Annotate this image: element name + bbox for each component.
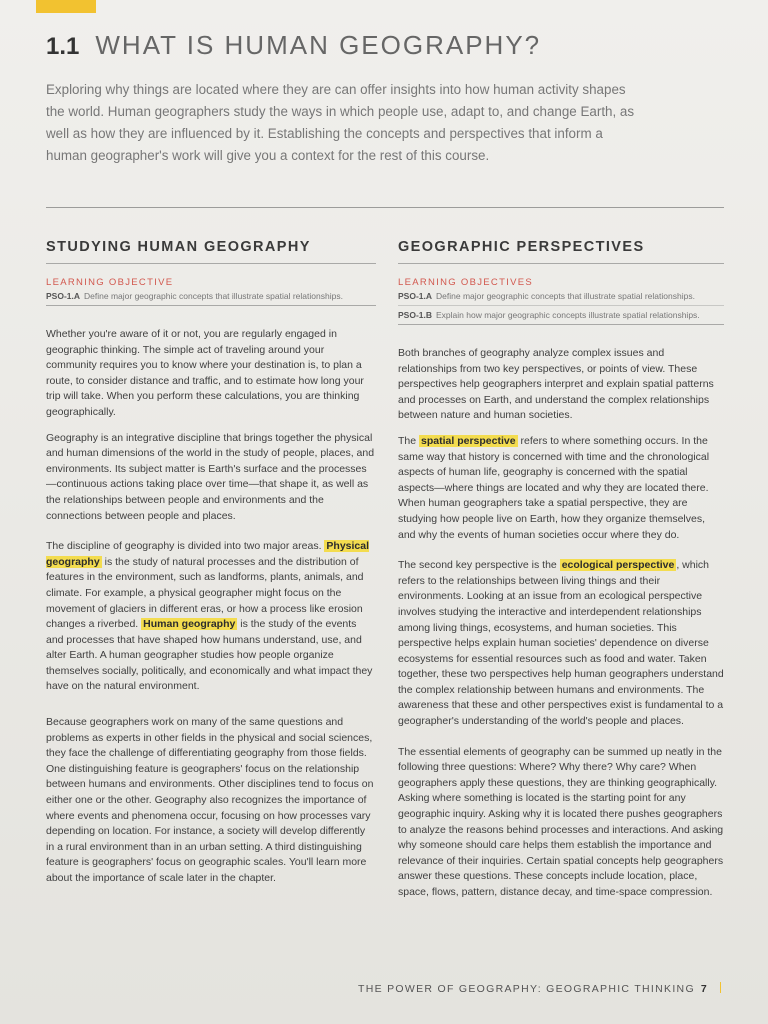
section-title: WHAT IS HUMAN GEOGRAPHY? (95, 30, 542, 60)
section-header (46, 30, 541, 66)
left-column (46, 228, 376, 887)
text-run: is the study of the events and processes that have shaped how humans understand, use, and alter Earth. A human geographer studies how people organize themselves socially, politically, and economically and what impact they have on the natural environment. (46, 618, 373, 693)
right-heading-rule (398, 263, 724, 264)
section-intro: Exploring why things are located where they are can offer insights into how human activity shapes the world. Human geographers study the ways in which people use, adapt to, and change Earth, as well as how they are influenced by it. Establishing the concepts and perspectives that inform a human geographer's work will give you a context for the rest of this course. (46, 82, 635, 163)
right-paragraph-1: Both branches of geography analyze complex issues and relationships from two key perspectives, or points of view. These perspectives help geographers interpret and explain spatial patterns and processes on Earth, and understand the complex relationships between nature and human societies. (398, 347, 714, 422)
key-term-ecological-perspective: ecological perspective (561, 559, 675, 572)
objective-text: Explain how major geographic concepts illustrate spatial relationships. (436, 310, 700, 320)
right-objective-item (398, 289, 724, 306)
left-paragraph-4: Because geographers work on many of the same questions and problems as experts in other fields in the physical and social sciences, they face the challenge of differentiating geography from those fields. One distinguishing feature is geographers' focus on the relationship between humans and environments. Other disciplines tend to focus on either one or the other. Geography also recognizes the importance of where events and phenomena occur, focusing on how processes vary depending on location. For instance, a society will develop differently in a rural environment than in an urban setting. A third distinguishing feature is geographers' focus on geographic scales. You'll learn more about the importance of scale later in the chapter. (46, 716, 374, 884)
footer-accent-bar (720, 982, 721, 993)
text-run: , which refers to the relationships between living things and their environments. Looking at an issue from an ecological perspective involves studying the interactive and interdependent relationships among living things, ecosystems, and human societies. This perspective helps explain human societies' dependence on diverse ecosystems for essential resources such as food and water. Taken together, these two perspectives help human geographers understand the complex relationship between humans and environments. The awareness that these and other perspectives exist is fundamental to a geographer's understanding of the world's people and places. (398, 559, 724, 728)
right-objective-item (398, 308, 724, 322)
right-column (398, 228, 724, 901)
left-heading: STUDYING HUMAN GEOGRAPHY (46, 239, 311, 255)
text-run: refers to where something occurs. In the same way that history is concerned with time and the chronological aspects of human life, geography is concerned with the spatial aspects—where things are located and why they are located there. When human geographers take a spatial perspective, they are studying how people live on Earth, how they organize themselves, and why the events of human societies occur where they do. (398, 434, 710, 541)
objective-text: Define major geographic concepts that illustrate spatial relationships. (436, 291, 695, 301)
key-term-human-geography: Human geography (143, 618, 236, 631)
text-run: is the study of natural processes and the distribution of features in the environment, such as landforms, plants, animals, and climate. For example, a physical geographer might focus on the movement of glaciers in different eras, or how a process like erosion changes a riverbed. (46, 555, 364, 631)
objective-code: PSO-1.A (46, 291, 81, 301)
key-term-spatial-perspective: spatial perspective (421, 434, 516, 447)
text-run: The discipline of geography is divided into two major areas. (46, 540, 322, 553)
section-divider (46, 207, 724, 208)
page-number: 7 (700, 983, 709, 995)
left-objective-rule (46, 305, 376, 306)
right-objective-label: LEARNING OBJECTIVES (398, 277, 534, 288)
left-objective-label: LEARNING OBJECTIVE (46, 277, 174, 288)
left-paragraph-3 (46, 539, 376, 695)
right-heading: GEOGRAPHIC PERSPECTIVES (398, 239, 645, 255)
running-footer-title: THE POWER OF GEOGRAPHY: GEOGRAPHIC THINKING (358, 983, 695, 995)
corner-tab (36, 0, 96, 13)
left-objective-item (46, 289, 376, 303)
objective-code: PSO-1.A (398, 291, 433, 301)
page-footer (358, 982, 721, 995)
left-heading-rule (46, 263, 376, 264)
objective-text: Define major geographic concepts that illustrate spatial relationships. (84, 291, 343, 301)
key-term-physical-geography: Physical geography (46, 540, 370, 568)
section-number: 1.1 (46, 33, 80, 60)
right-paragraph-2 (398, 434, 724, 543)
objective-code: PSO-1.B (398, 310, 433, 320)
right-objective-rule (398, 324, 724, 325)
text-run: The second key perspective is the (398, 559, 557, 572)
right-paragraph-3 (398, 558, 724, 730)
left-paragraph-1: Whether you're aware of it or not, you are regularly engaged in geographic thinking. The simple act of traveling around your community requires you to know where your destination is, to plan a route, to consider distance and traffic, and to estimate how long your trip will take. When you perform these calculations, you are thinking geographically. (46, 328, 364, 418)
text-run: The (398, 434, 417, 447)
right-paragraph-4: The essential elements of geography can be summed up neatly in the following three questions: Where? Why there? Why care? When geographers apply these questions, they are thinking geographically. Asking where something is located is the starting point for any geographic inquiry. Asking why it is located there pushes geographers to analyze the reasons behind processes and interactions. And asking why someone should care helps them establish the importance and relevance of their inquiries. Certain spatial concepts help geographers answer these questions. These concepts include location, place, space, flows, pattern, distance decay, and time-space compression. (398, 745, 724, 898)
left-paragraph-2: Geography is an integrative discipline that brings together the physical and human dimensions of the world in the study of people, places, and environments. Its subject matter is Earth's surface and the processes—continuous actions taking place over time—that shape it, as well as the relationships between people and environments and the connections between people and places. (46, 431, 375, 522)
